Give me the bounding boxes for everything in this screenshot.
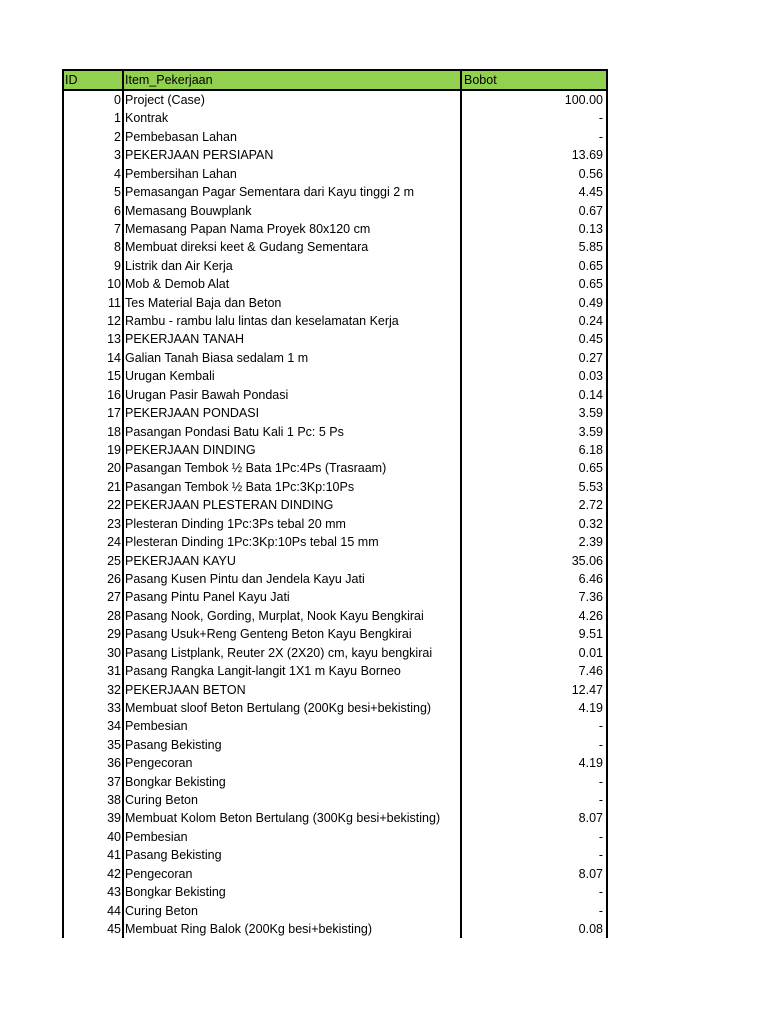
- table-row: [62, 846, 608, 864]
- item-cell: Urugan Pasir Bawah Pondasi: [122, 386, 460, 404]
- item-cell: Pasang Pintu Panel Kayu Jati: [122, 588, 460, 606]
- id-cell: 32: [62, 681, 122, 699]
- item-cell: Pasangan Pondasi Batu Kali 1 Pc: 5 Ps: [122, 423, 460, 441]
- table-row: [62, 625, 608, 643]
- bobot-cell: -: [460, 902, 608, 920]
- bobot-cell: 0.56: [460, 165, 608, 183]
- id-cell: 33: [62, 699, 122, 717]
- id-cell: 42: [62, 865, 122, 883]
- table-row: [62, 146, 608, 164]
- table-row: [62, 404, 608, 422]
- id-cell: 11: [62, 294, 122, 312]
- id-cell: 2: [62, 128, 122, 146]
- bobot-cell: -: [460, 846, 608, 864]
- id-cell: 22: [62, 496, 122, 514]
- id-cell: 17: [62, 404, 122, 422]
- item-cell: Pengecoran: [122, 865, 460, 883]
- bobot-cell: -: [460, 791, 608, 809]
- item-cell: Curing Beton: [122, 791, 460, 809]
- id-cell: 28: [62, 607, 122, 625]
- item-cell: Galian Tanah Biasa sedalam 1 m: [122, 349, 460, 367]
- item-cell: Pasangan Tembok ½ Bata 1Pc:3Kp:10Ps: [122, 478, 460, 496]
- bobot-cell: -: [460, 773, 608, 791]
- bobot-cell: 4.45: [460, 183, 608, 201]
- id-cell: 10: [62, 275, 122, 293]
- id-cell: 20: [62, 459, 122, 477]
- bobot-cell: 0.13: [460, 220, 608, 238]
- id-cell: 3: [62, 146, 122, 164]
- table-row: [62, 809, 608, 827]
- table-row: [62, 128, 608, 146]
- bobot-cell: 0.27: [460, 349, 608, 367]
- bobot-cell: 4.19: [460, 754, 608, 772]
- bobot-cell: 5.53: [460, 478, 608, 496]
- bobot-cell: 0.03: [460, 367, 608, 385]
- item-cell: Mob & Demob Alat: [122, 275, 460, 293]
- bobot-cell: -: [460, 109, 608, 127]
- header-item-pekerjaan: Item_Pekerjaan: [122, 71, 460, 89]
- id-cell: 16: [62, 386, 122, 404]
- table-row: [62, 736, 608, 754]
- id-cell: 43: [62, 883, 122, 901]
- item-cell: PEKERJAAN PLESTERAN DINDING: [122, 496, 460, 514]
- item-cell: Pasang Listplank, Reuter 2X (2X20) cm, kayu bengkirai: [122, 644, 460, 662]
- item-cell: Pasang Bekisting: [122, 846, 460, 864]
- item-cell: PEKERJAAN BETON: [122, 681, 460, 699]
- item-cell: Pembersihan Lahan: [122, 165, 460, 183]
- table-row: [62, 496, 608, 514]
- table-row: [62, 515, 608, 533]
- bobot-cell: 4.19: [460, 699, 608, 717]
- table-row: [62, 109, 608, 127]
- table-header-row: [62, 69, 608, 91]
- header-id: ID: [62, 71, 122, 89]
- table-row: [62, 902, 608, 920]
- item-cell: Bongkar Bekisting: [122, 883, 460, 901]
- table-row: [62, 257, 608, 275]
- item-cell: Pengecoran: [122, 754, 460, 772]
- table-row: [62, 533, 608, 551]
- table-row: [62, 165, 608, 183]
- bobot-cell: 3.59: [460, 404, 608, 422]
- item-cell: Pasang Nook, Gording, Murplat, Nook Kayu Bengkirai: [122, 607, 460, 625]
- item-cell: PEKERJAAN TANAH: [122, 330, 460, 348]
- id-cell: 40: [62, 828, 122, 846]
- id-cell: 5: [62, 183, 122, 201]
- table-row: [62, 238, 608, 256]
- item-cell: Listrik dan Air Kerja: [122, 257, 460, 275]
- bobot-cell: 0.65: [460, 257, 608, 275]
- id-cell: 13: [62, 330, 122, 348]
- item-cell: PEKERJAAN KAYU: [122, 552, 460, 570]
- table-row: [62, 441, 608, 459]
- bobot-cell: 2.39: [460, 533, 608, 551]
- bobot-cell: 6.46: [460, 570, 608, 588]
- id-cell: 0: [62, 91, 122, 109]
- item-cell: Project (Case): [122, 91, 460, 109]
- item-cell: Urugan Kembali: [122, 367, 460, 385]
- item-cell: Pasangan Tembok ½ Bata 1Pc:4Ps (Trasraam): [122, 459, 460, 477]
- item-cell: Memasang Bouwplank: [122, 202, 460, 220]
- bobot-cell: 13.69: [460, 146, 608, 164]
- id-cell: 38: [62, 791, 122, 809]
- table-row: [62, 699, 608, 717]
- table-row: [62, 91, 608, 109]
- table-row: [62, 459, 608, 477]
- table-row: [62, 607, 608, 625]
- item-cell: Pembebasan Lahan: [122, 128, 460, 146]
- id-cell: 15: [62, 367, 122, 385]
- bobot-cell: 0.67: [460, 202, 608, 220]
- table-row: [62, 423, 608, 441]
- bobot-cell: 7.46: [460, 662, 608, 680]
- item-cell: Pembesian: [122, 828, 460, 846]
- bobot-cell: 12.47: [460, 681, 608, 699]
- table-row: [62, 367, 608, 385]
- id-cell: 39: [62, 809, 122, 827]
- id-cell: 24: [62, 533, 122, 551]
- bobot-cell: 0.08: [460, 920, 608, 938]
- id-cell: 26: [62, 570, 122, 588]
- bobot-cell: -: [460, 717, 608, 735]
- item-cell: PEKERJAAN PONDASI: [122, 404, 460, 422]
- bobot-cell: 0.45: [460, 330, 608, 348]
- table-body: [62, 91, 608, 938]
- table-row: [62, 791, 608, 809]
- item-cell: Pembesian: [122, 717, 460, 735]
- id-cell: 21: [62, 478, 122, 496]
- bobot-cell: 0.01: [460, 644, 608, 662]
- table-row: [62, 920, 608, 938]
- bobot-cell: 0.14: [460, 386, 608, 404]
- bobot-cell: -: [460, 736, 608, 754]
- bobot-cell: -: [460, 883, 608, 901]
- table-row: [62, 349, 608, 367]
- item-cell: Pasang Rangka Langit-langit 1X1 m Kayu Borneo: [122, 662, 460, 680]
- table-row: [62, 773, 608, 791]
- table-row: [62, 754, 608, 772]
- id-cell: 37: [62, 773, 122, 791]
- id-cell: 34: [62, 717, 122, 735]
- id-cell: 6: [62, 202, 122, 220]
- spreadsheet-table: [62, 69, 608, 938]
- item-cell: PEKERJAAN DINDING: [122, 441, 460, 459]
- id-cell: 25: [62, 552, 122, 570]
- bobot-cell: 0.32: [460, 515, 608, 533]
- bobot-cell: 2.72: [460, 496, 608, 514]
- bobot-cell: 9.51: [460, 625, 608, 643]
- table-row: [62, 220, 608, 238]
- id-cell: 35: [62, 736, 122, 754]
- table-row: [62, 644, 608, 662]
- id-cell: 23: [62, 515, 122, 533]
- id-cell: 8: [62, 238, 122, 256]
- table-row: [62, 681, 608, 699]
- id-cell: 18: [62, 423, 122, 441]
- item-cell: Curing Beton: [122, 902, 460, 920]
- id-cell: 31: [62, 662, 122, 680]
- table-row: [62, 662, 608, 680]
- bobot-cell: 8.07: [460, 865, 608, 883]
- bobot-cell: 8.07: [460, 809, 608, 827]
- item-cell: Pasang Kusen Pintu dan Jendela Kayu Jati: [122, 570, 460, 588]
- id-cell: 27: [62, 588, 122, 606]
- bobot-cell: 0.49: [460, 294, 608, 312]
- id-cell: 4: [62, 165, 122, 183]
- table-row: [62, 865, 608, 883]
- item-cell: Membuat Kolom Beton Bertulang (300Kg besi+bekisting): [122, 809, 460, 827]
- item-cell: Kontrak: [122, 109, 460, 127]
- bobot-cell: 100.00: [460, 91, 608, 109]
- item-cell: Bongkar Bekisting: [122, 773, 460, 791]
- bobot-cell: 35.06: [460, 552, 608, 570]
- table-row: [62, 828, 608, 846]
- header-bobot: Bobot: [460, 71, 608, 89]
- item-cell: Tes Material Baja dan Beton: [122, 294, 460, 312]
- item-cell: Plesteran Dinding 1Pc:3Ps tebal 20 mm: [122, 515, 460, 533]
- table-row: [62, 330, 608, 348]
- item-cell: Membuat sloof Beton Bertulang (200Kg besi+bekisting): [122, 699, 460, 717]
- item-cell: Membuat Ring Balok (200Kg besi+bekisting): [122, 920, 460, 938]
- bobot-cell: 0.65: [460, 275, 608, 293]
- item-cell: Rambu - rambu lalu lintas dan keselamatan Kerja: [122, 312, 460, 330]
- bobot-cell: 4.26: [460, 607, 608, 625]
- table-row: [62, 386, 608, 404]
- table-row: [62, 312, 608, 330]
- table-row: [62, 588, 608, 606]
- id-cell: 29: [62, 625, 122, 643]
- id-cell: 41: [62, 846, 122, 864]
- table-row: [62, 294, 608, 312]
- bobot-cell: -: [460, 828, 608, 846]
- item-cell: Pasang Usuk+Reng Genteng Beton Kayu Bengkirai: [122, 625, 460, 643]
- item-cell: Membuat direksi keet & Gudang Sementara: [122, 238, 460, 256]
- table-row: [62, 202, 608, 220]
- bobot-cell: 0.24: [460, 312, 608, 330]
- table-row: [62, 717, 608, 735]
- id-cell: 44: [62, 902, 122, 920]
- id-cell: 45: [62, 920, 122, 938]
- table-row: [62, 275, 608, 293]
- id-cell: 30: [62, 644, 122, 662]
- bobot-cell: 7.36: [460, 588, 608, 606]
- table-row: [62, 478, 608, 496]
- id-cell: 19: [62, 441, 122, 459]
- bobot-cell: 5.85: [460, 238, 608, 256]
- item-cell: Pasang Bekisting: [122, 736, 460, 754]
- id-cell: 12: [62, 312, 122, 330]
- table-row: [62, 552, 608, 570]
- bobot-cell: 3.59: [460, 423, 608, 441]
- bobot-cell: -: [460, 128, 608, 146]
- item-cell: Pemasangan Pagar Sementara dari Kayu tinggi 2 m: [122, 183, 460, 201]
- id-cell: 9: [62, 257, 122, 275]
- table-row: [62, 570, 608, 588]
- id-cell: 7: [62, 220, 122, 238]
- item-cell: Memasang Papan Nama Proyek 80x120 cm: [122, 220, 460, 238]
- bobot-cell: 6.18: [460, 441, 608, 459]
- bobot-cell: 0.65: [460, 459, 608, 477]
- table-row: [62, 183, 608, 201]
- item-cell: PEKERJAAN PERSIAPAN: [122, 146, 460, 164]
- id-cell: 14: [62, 349, 122, 367]
- table-row: [62, 883, 608, 901]
- item-cell: Plesteran Dinding 1Pc:3Kp:10Ps tebal 15 mm: [122, 533, 460, 551]
- id-cell: 1: [62, 109, 122, 127]
- id-cell: 36: [62, 754, 122, 772]
